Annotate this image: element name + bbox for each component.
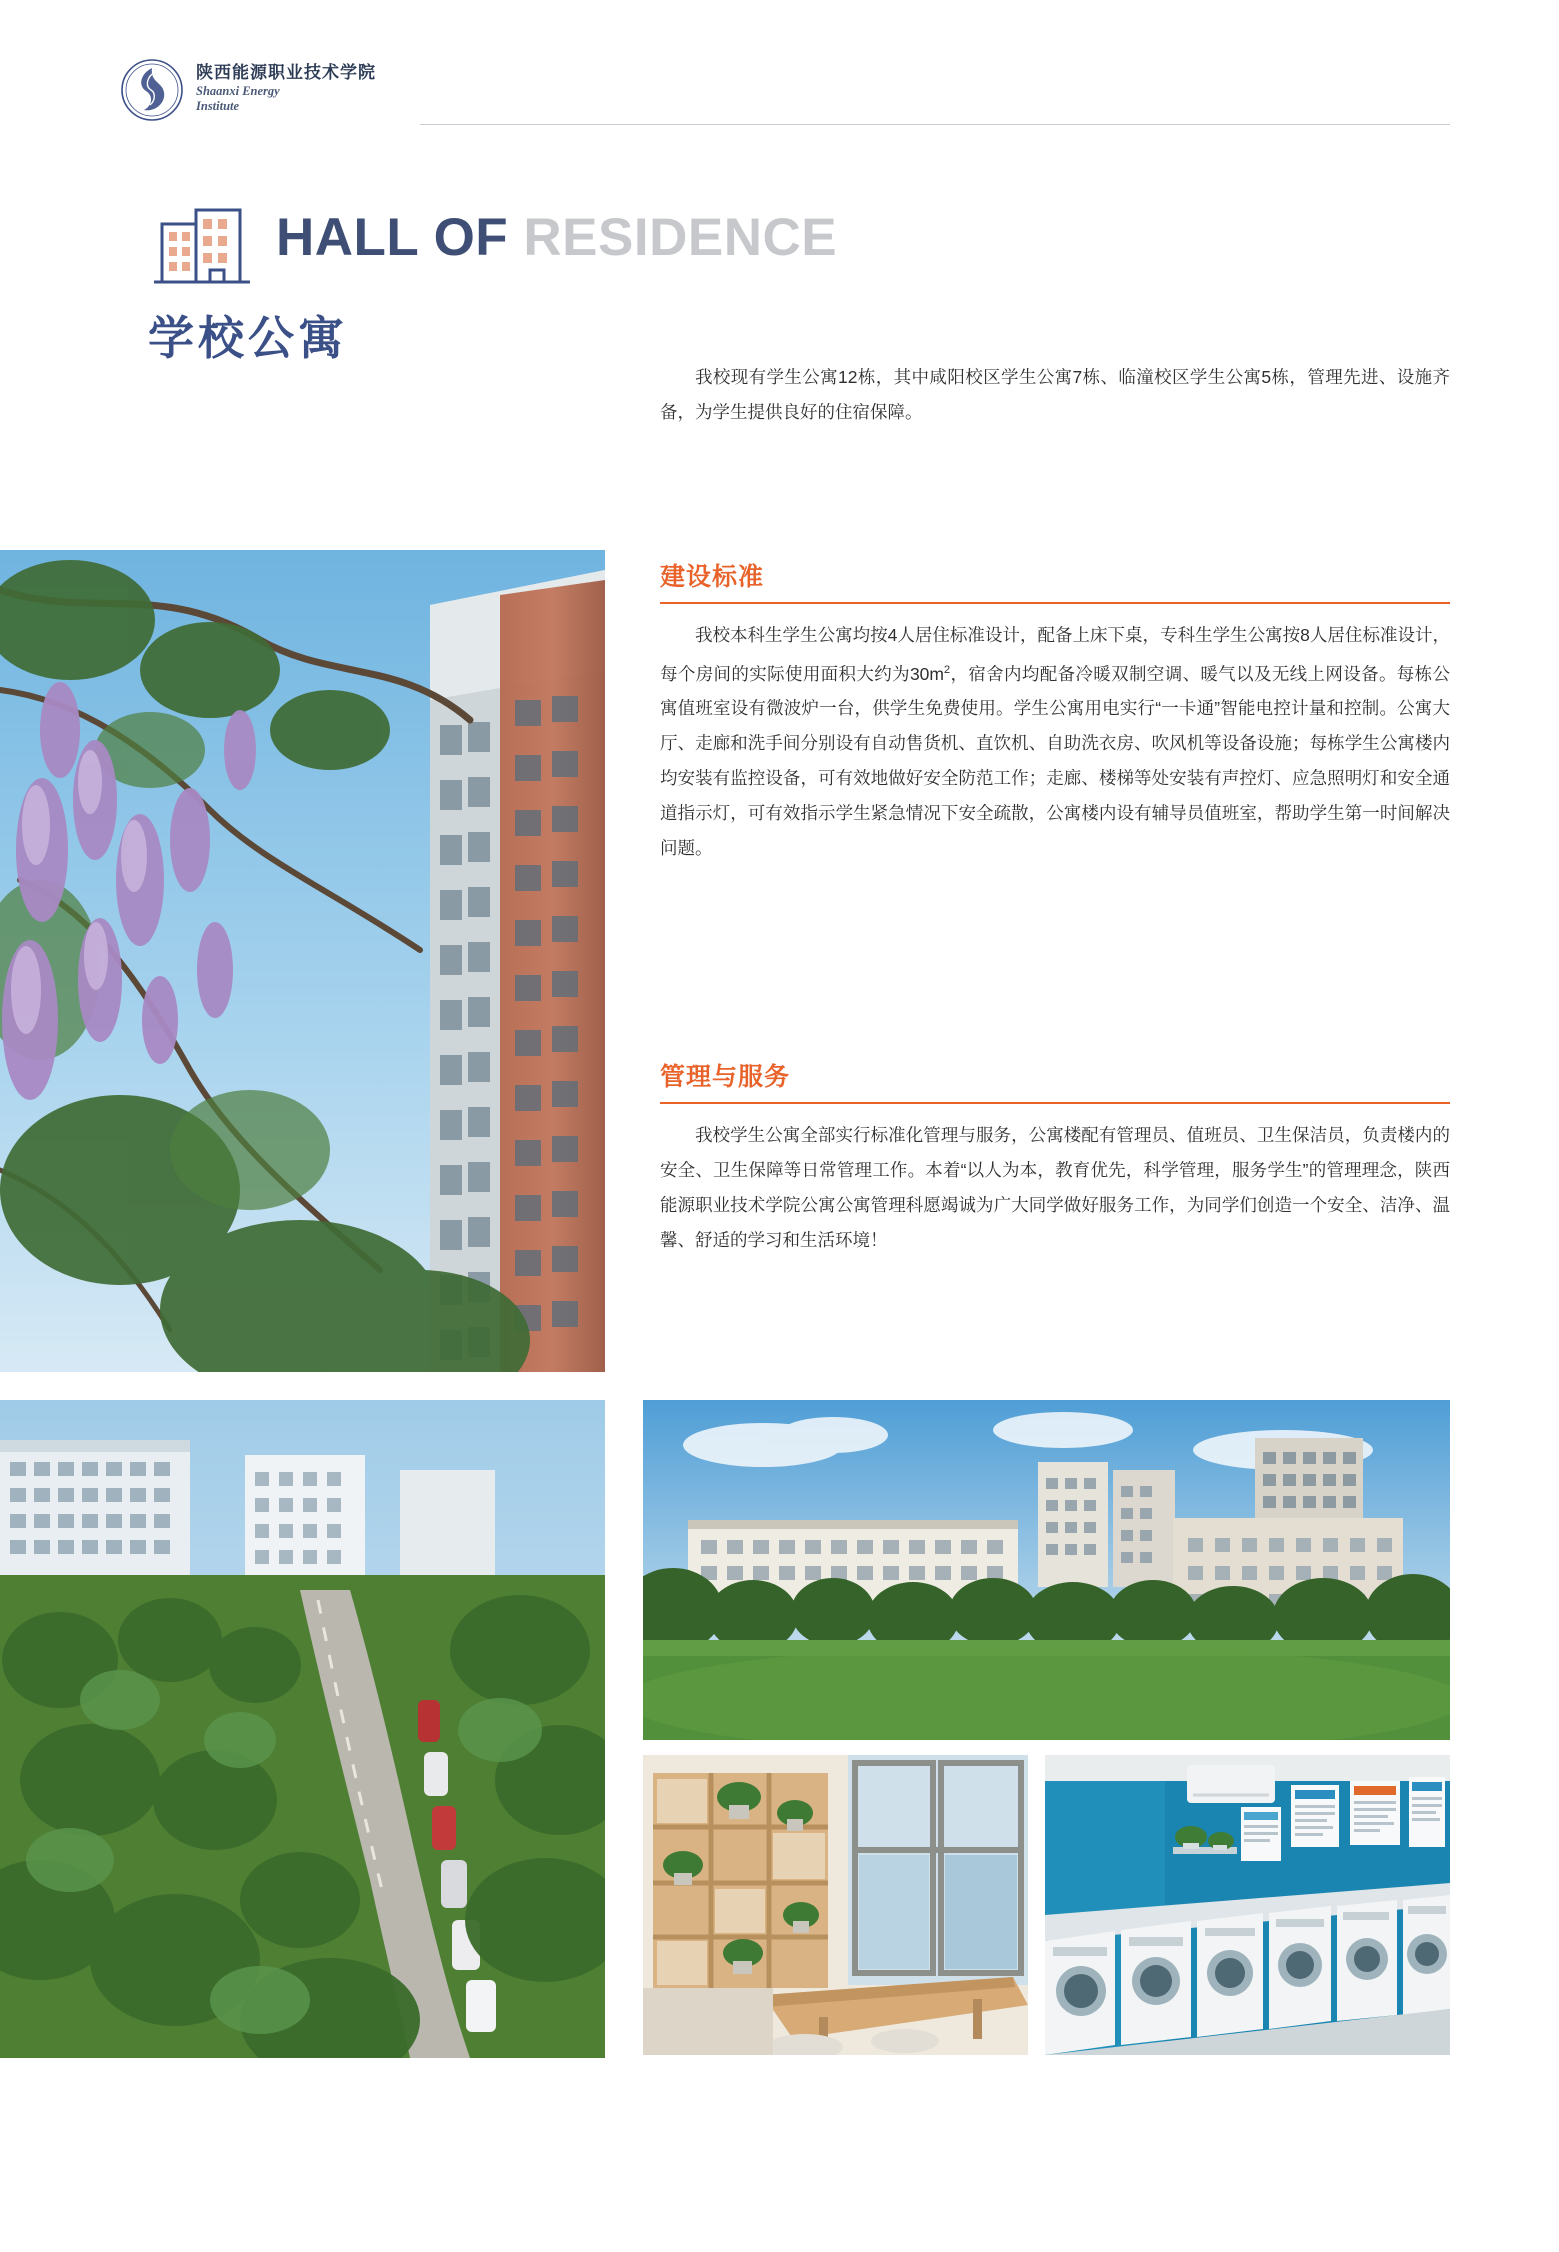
page-title-chinese: 学校公寓 — [148, 312, 348, 364]
school-name — [196, 62, 426, 114]
section-divider — [660, 1102, 1450, 1104]
photo-study-lounge — [643, 1755, 1028, 2055]
section-body-superscript: 2 — [944, 663, 951, 676]
section-body-part2: ，宿舍内均配备冷暖双制空调、暖气以及无线上网设备。每栋公寓值班室设有微波炉一台，供学生免费使用。学生公寓用电实行“一卡通”智能电控计量和控制。公寓大厅、走廊和洗手间分别设有自动售货机、直饮机、自助洗衣房、吹风机等设备设施；每栋学生公寓楼内均安装有监控设备，可有效地做好安全防范工作；走廊、楼梯等处安装有声控灯、应急照明灯和安全通道指示灯，可有效指示学生紧急情况下安全疏散，公寓楼内设有辅导员值班室，帮助学生第一时间解决问题。 — [660, 663, 1451, 859]
section-body-part1: 我校本科生学生公寓均按4人居住标准设计，配备上床下桌，专科生学生公寓按8人居住标准设计，每个房间的实际使用面积大约为30m — [660, 624, 1450, 684]
apartment-building-icon — [148, 198, 256, 286]
section-body — [660, 618, 1450, 867]
section-body: 我校学生公寓全部实行标准化管理与服务，公寓楼配有管理员、值班员、卫生保洁员，负责楼内的安全、卫生保障等日常管理工作。本着“以人为本，教育优先，科学管理，服务学生”的管理理念，陕西能源职业技术学院公寓公寓管理科愿竭诚为广大同学做好服务工作，为同学们创造一个安全、洁净、温馨、舒适的学习和生活环境！ — [660, 1124, 1450, 1250]
page-header — [120, 58, 1450, 128]
school-name-en-line2: Institute — [196, 99, 240, 113]
page-title-english-dark: HALL OF — [276, 208, 524, 267]
page-title-english-grey: RESIDENCE — [523, 208, 838, 267]
header-divider — [420, 124, 1450, 125]
intro-paragraph: 我校现有学生公寓12栋，其中咸阳校区学生公寓7栋、临潼校区学生公寓5栋，管理先进、设施齐备，为学生提供良好的住宿保障。 — [660, 367, 1450, 422]
section-management-service — [660, 1060, 1450, 1258]
page-title-english — [276, 188, 837, 288]
photo-self-service-laundry — [1045, 1755, 1450, 2055]
photo-wisteria-dormitory — [0, 550, 605, 1372]
school-emblem-icon — [120, 58, 184, 122]
section-divider — [660, 602, 1450, 604]
school-name-en-line1: Shaanxi Energy — [196, 84, 280, 98]
section-heading: 建设标准 — [660, 563, 765, 591]
photo-campus-buildings — [643, 1400, 1450, 1740]
photo-aerial-campus-road — [0, 1400, 605, 2058]
section-heading: 管理与服务 — [660, 1063, 791, 1091]
school-name-cn: 陕西能源职业技术学院 — [196, 63, 376, 82]
section-construction-standard — [660, 560, 1450, 866]
